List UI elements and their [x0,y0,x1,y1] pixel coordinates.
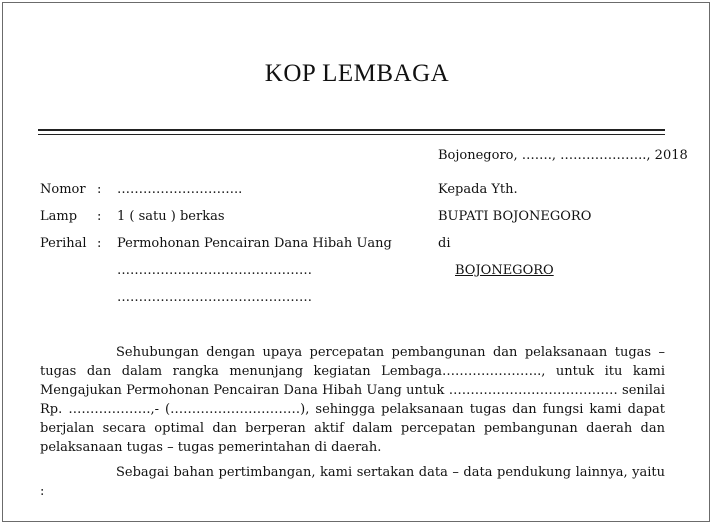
lamp-label: Lamp [40,209,78,224]
body-paragraph-1 [40,343,665,457]
perihal-dots-line-1: ……………………………………… [117,263,312,278]
body-paragraph-2-text: Sebagai bahan pertimbangan, kami sertakan data – data pendukung lainnya, yaitu : [40,465,665,499]
nomor-value: ……………………….. [117,182,243,197]
perihal-separator: : [97,236,102,251]
perihal-dots-line-2: ……………………………………… [117,290,312,305]
recipient-di: di [438,236,451,251]
perihal-value: Permohonan Pencairan Dana Hibah Uang [117,236,392,251]
lamp-value: 1 ( satu ) berkas [117,209,225,224]
body-paragraph-1-text: Sehubungan dengan upaya percepatan pembangunan dan pelaksanaan tugas – tugas dan dalam rangka menunjang kegiatan Lembaga………………….., untuk itu kami Mengajukan Permohonan Pencairan Dana Hibah Uang untuk ………………………………… senilai Rp. ……………….,- (…………………………), sehingga pelaksanaan tugas dan fungsi kami dapat berjalan secara optimal dan berperan aktif dalam percepatan pembangunan daerah dan pelaksanaan tugas – tugas pemerintahan di daerah. [40,345,665,455]
letterhead-rule-thick [38,129,665,131]
lamp-separator: : [97,209,102,224]
recipient-greeting: Kepada Yth. [438,182,518,197]
letterhead-title: KOP LEMBAGA [264,60,450,87]
date-line: Bojonegoro, ……., ……………….., 2018 [438,148,688,163]
letterhead-rule-thin [38,134,665,135]
recipient-city: BOJONEGORO [455,263,554,278]
perihal-label: Perihal [40,236,87,251]
body-paragraph-2 [40,463,665,501]
nomor-separator: : [97,182,102,197]
recipient-name: BUPATI BOJONEGORO [438,209,592,224]
nomor-label: Nomor [40,182,86,197]
